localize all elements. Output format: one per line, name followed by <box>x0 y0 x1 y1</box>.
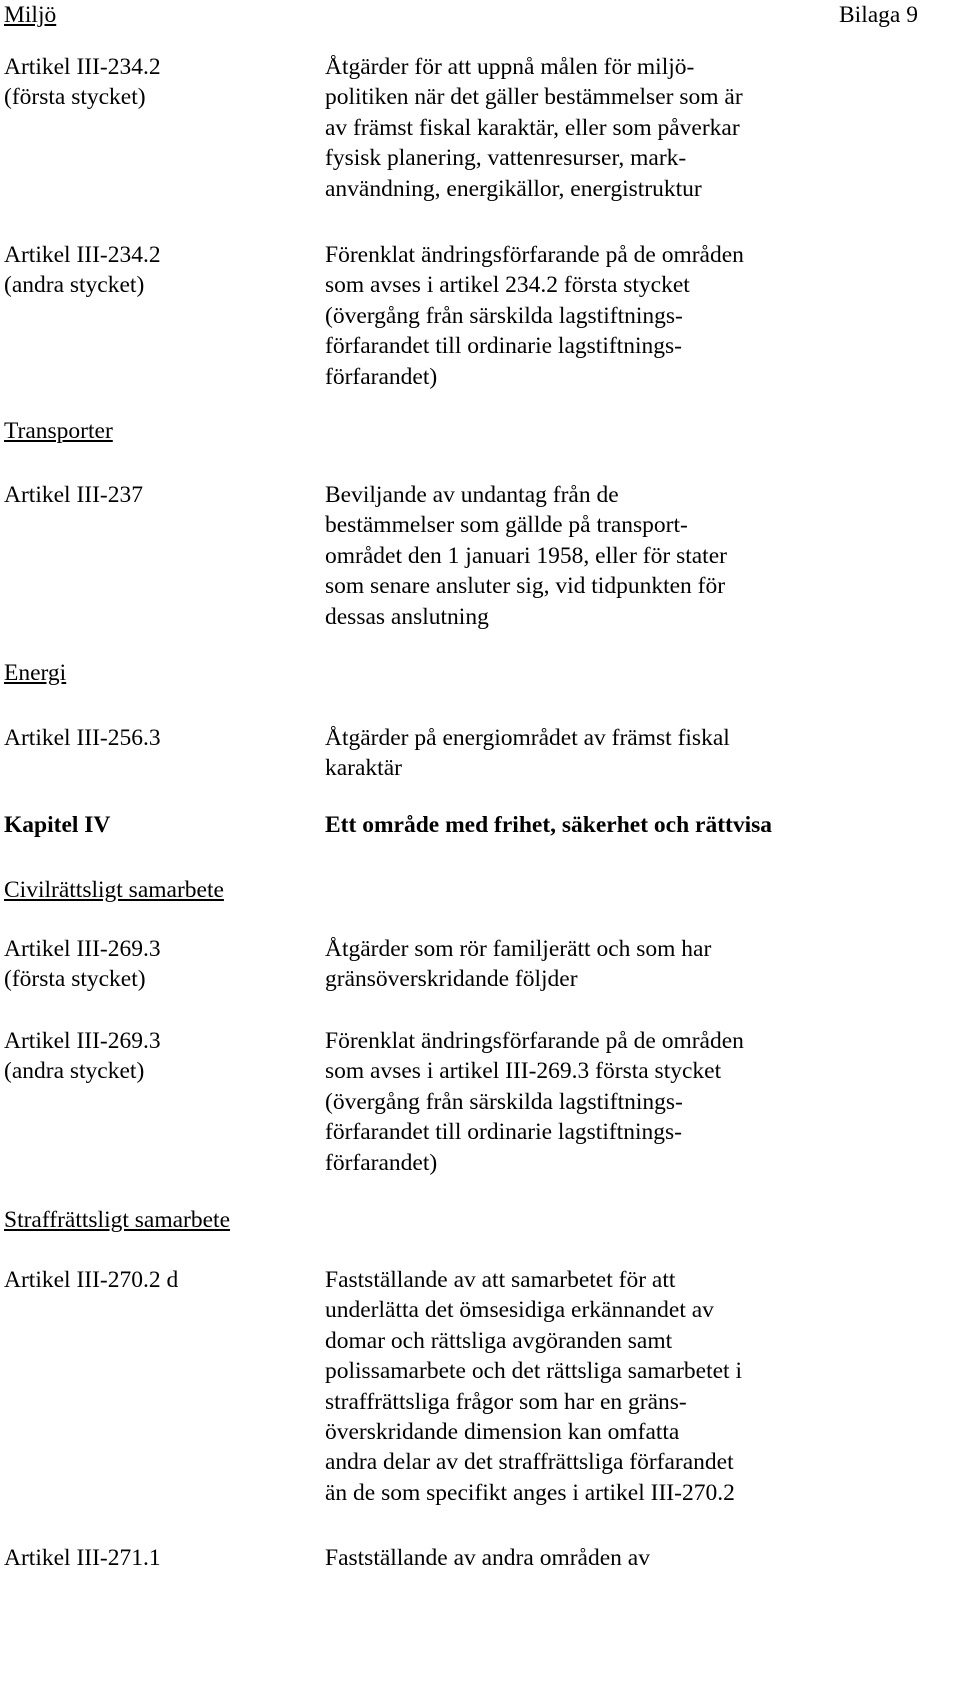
description-line: Åtgärder på energiområdet av främst fiskal <box>325 725 730 751</box>
reference-line: Artikel III-234.2 <box>4 242 161 268</box>
description-line: Åtgärder för att uppnå målen för miljö- <box>325 54 695 80</box>
description-line: förfarandet till ordinarie lagstiftnings- <box>325 1119 682 1146</box>
reference-line: Artikel III-256.3 <box>4 725 161 751</box>
article-description <box>325 1026 955 1178</box>
description-line: polissamarbete och det rättsliga samarbetet i <box>325 1358 742 1385</box>
description-line: än de som specifikt anges i artikel III-270.2 <box>325 1479 735 1506</box>
article-reference <box>4 480 304 510</box>
description-line: politiken när det gäller bestämmelser som är <box>325 84 743 111</box>
reference-line: Kapitel IV <box>4 812 111 838</box>
section-heading: Transporter <box>4 418 113 444</box>
description-line: som avses i artikel III-269.3 första stycket <box>325 1058 722 1085</box>
reference-line: Artikel III-269.3 <box>4 936 161 962</box>
article-reference <box>4 1026 304 1087</box>
section-heading: Energi <box>4 660 67 686</box>
description-line: förfarandet) <box>325 1149 438 1176</box>
article-description <box>325 480 955 632</box>
reference-line: (andra stycket) <box>4 272 145 299</box>
description-line: Förenklat ändringsförfarande på de områden <box>325 242 744 268</box>
article-description <box>325 240 955 392</box>
reference-line: (andra stycket) <box>4 1058 145 1085</box>
article-reference <box>4 1265 304 1295</box>
section-heading: Civilrättsligt samarbete <box>4 877 224 903</box>
article-reference <box>4 240 304 301</box>
description-line: Fastställande av att samarbetet för att <box>325 1267 676 1293</box>
article-reference <box>4 723 304 753</box>
article-description <box>325 1543 955 1573</box>
description-line: Åtgärder som rör familjerätt och som har <box>325 936 712 962</box>
article-description <box>325 934 955 995</box>
description-line: bestämmelser som gällde på transport- <box>325 512 688 539</box>
description-line: fysisk planering, vattenresurser, mark- <box>325 145 687 172</box>
description-line: överskridande dimension kan omfatta <box>325 1418 680 1445</box>
article-description <box>325 52 955 204</box>
description-line: förfarandet till ordinarie lagstiftnings- <box>325 333 682 360</box>
description-line: underlätta det ömsesidiga erkännandet av <box>325 1297 714 1324</box>
description-line: som senare ansluter sig, vid tidpunkten för <box>325 573 726 600</box>
description-line: användning, energikällor, energistruktur <box>325 175 702 202</box>
annex-label: Bilaga 9 <box>839 2 918 28</box>
description-line: Beviljande av undantag från de <box>325 482 619 508</box>
article-reference <box>4 52 304 113</box>
section-title: Miljö <box>4 2 57 28</box>
description-line: (övergång från särskilda lagstiftnings- <box>325 302 683 329</box>
description-line: karaktär <box>325 755 402 782</box>
description-line: som avses i artikel 234.2 första stycket <box>325 272 690 299</box>
description-line: förfarandet) <box>325 363 438 390</box>
chapter-label <box>4 810 304 840</box>
description-line: domar och rättsliga avgöranden samt <box>325 1327 673 1354</box>
reference-line: Artikel III-237 <box>4 482 143 508</box>
reference-line: Artikel III-271.1 <box>4 1545 161 1571</box>
section-heading: Straffrättsligt samarbete <box>4 1207 231 1233</box>
description-line: straffrättsliga frågor som har en gräns- <box>325 1388 687 1415</box>
article-reference <box>4 1543 304 1573</box>
description-line: Förenklat ändringsförfarande på de områden <box>325 1028 744 1054</box>
reference-line: (första stycket) <box>4 84 146 111</box>
chapter-title <box>325 810 955 840</box>
description-line: dessas anslutning <box>325 603 489 630</box>
description-line: området den 1 januari 1958, eller för stater <box>325 542 727 569</box>
article-reference <box>4 934 304 995</box>
description-line: gränsöverskridande följder <box>325 966 578 993</box>
description-line: andra delar av det straffrättsliga förfarandet <box>325 1449 734 1476</box>
article-description <box>325 1265 955 1508</box>
description-line: av främst fiskal karaktär, eller som påverkar <box>325 114 740 141</box>
reference-line: (första stycket) <box>4 966 146 993</box>
reference-line: Artikel III-270.2 d <box>4 1267 179 1293</box>
description-line: Fastställande av andra områden av <box>325 1545 650 1571</box>
description-line: Ett område med frihet, säkerhet och rättvisa <box>325 812 773 838</box>
article-description <box>325 723 955 784</box>
reference-line: Artikel III-269.3 <box>4 1028 161 1054</box>
description-line: (övergång från särskilda lagstiftnings- <box>325 1088 683 1115</box>
reference-line: Artikel III-234.2 <box>4 54 161 80</box>
